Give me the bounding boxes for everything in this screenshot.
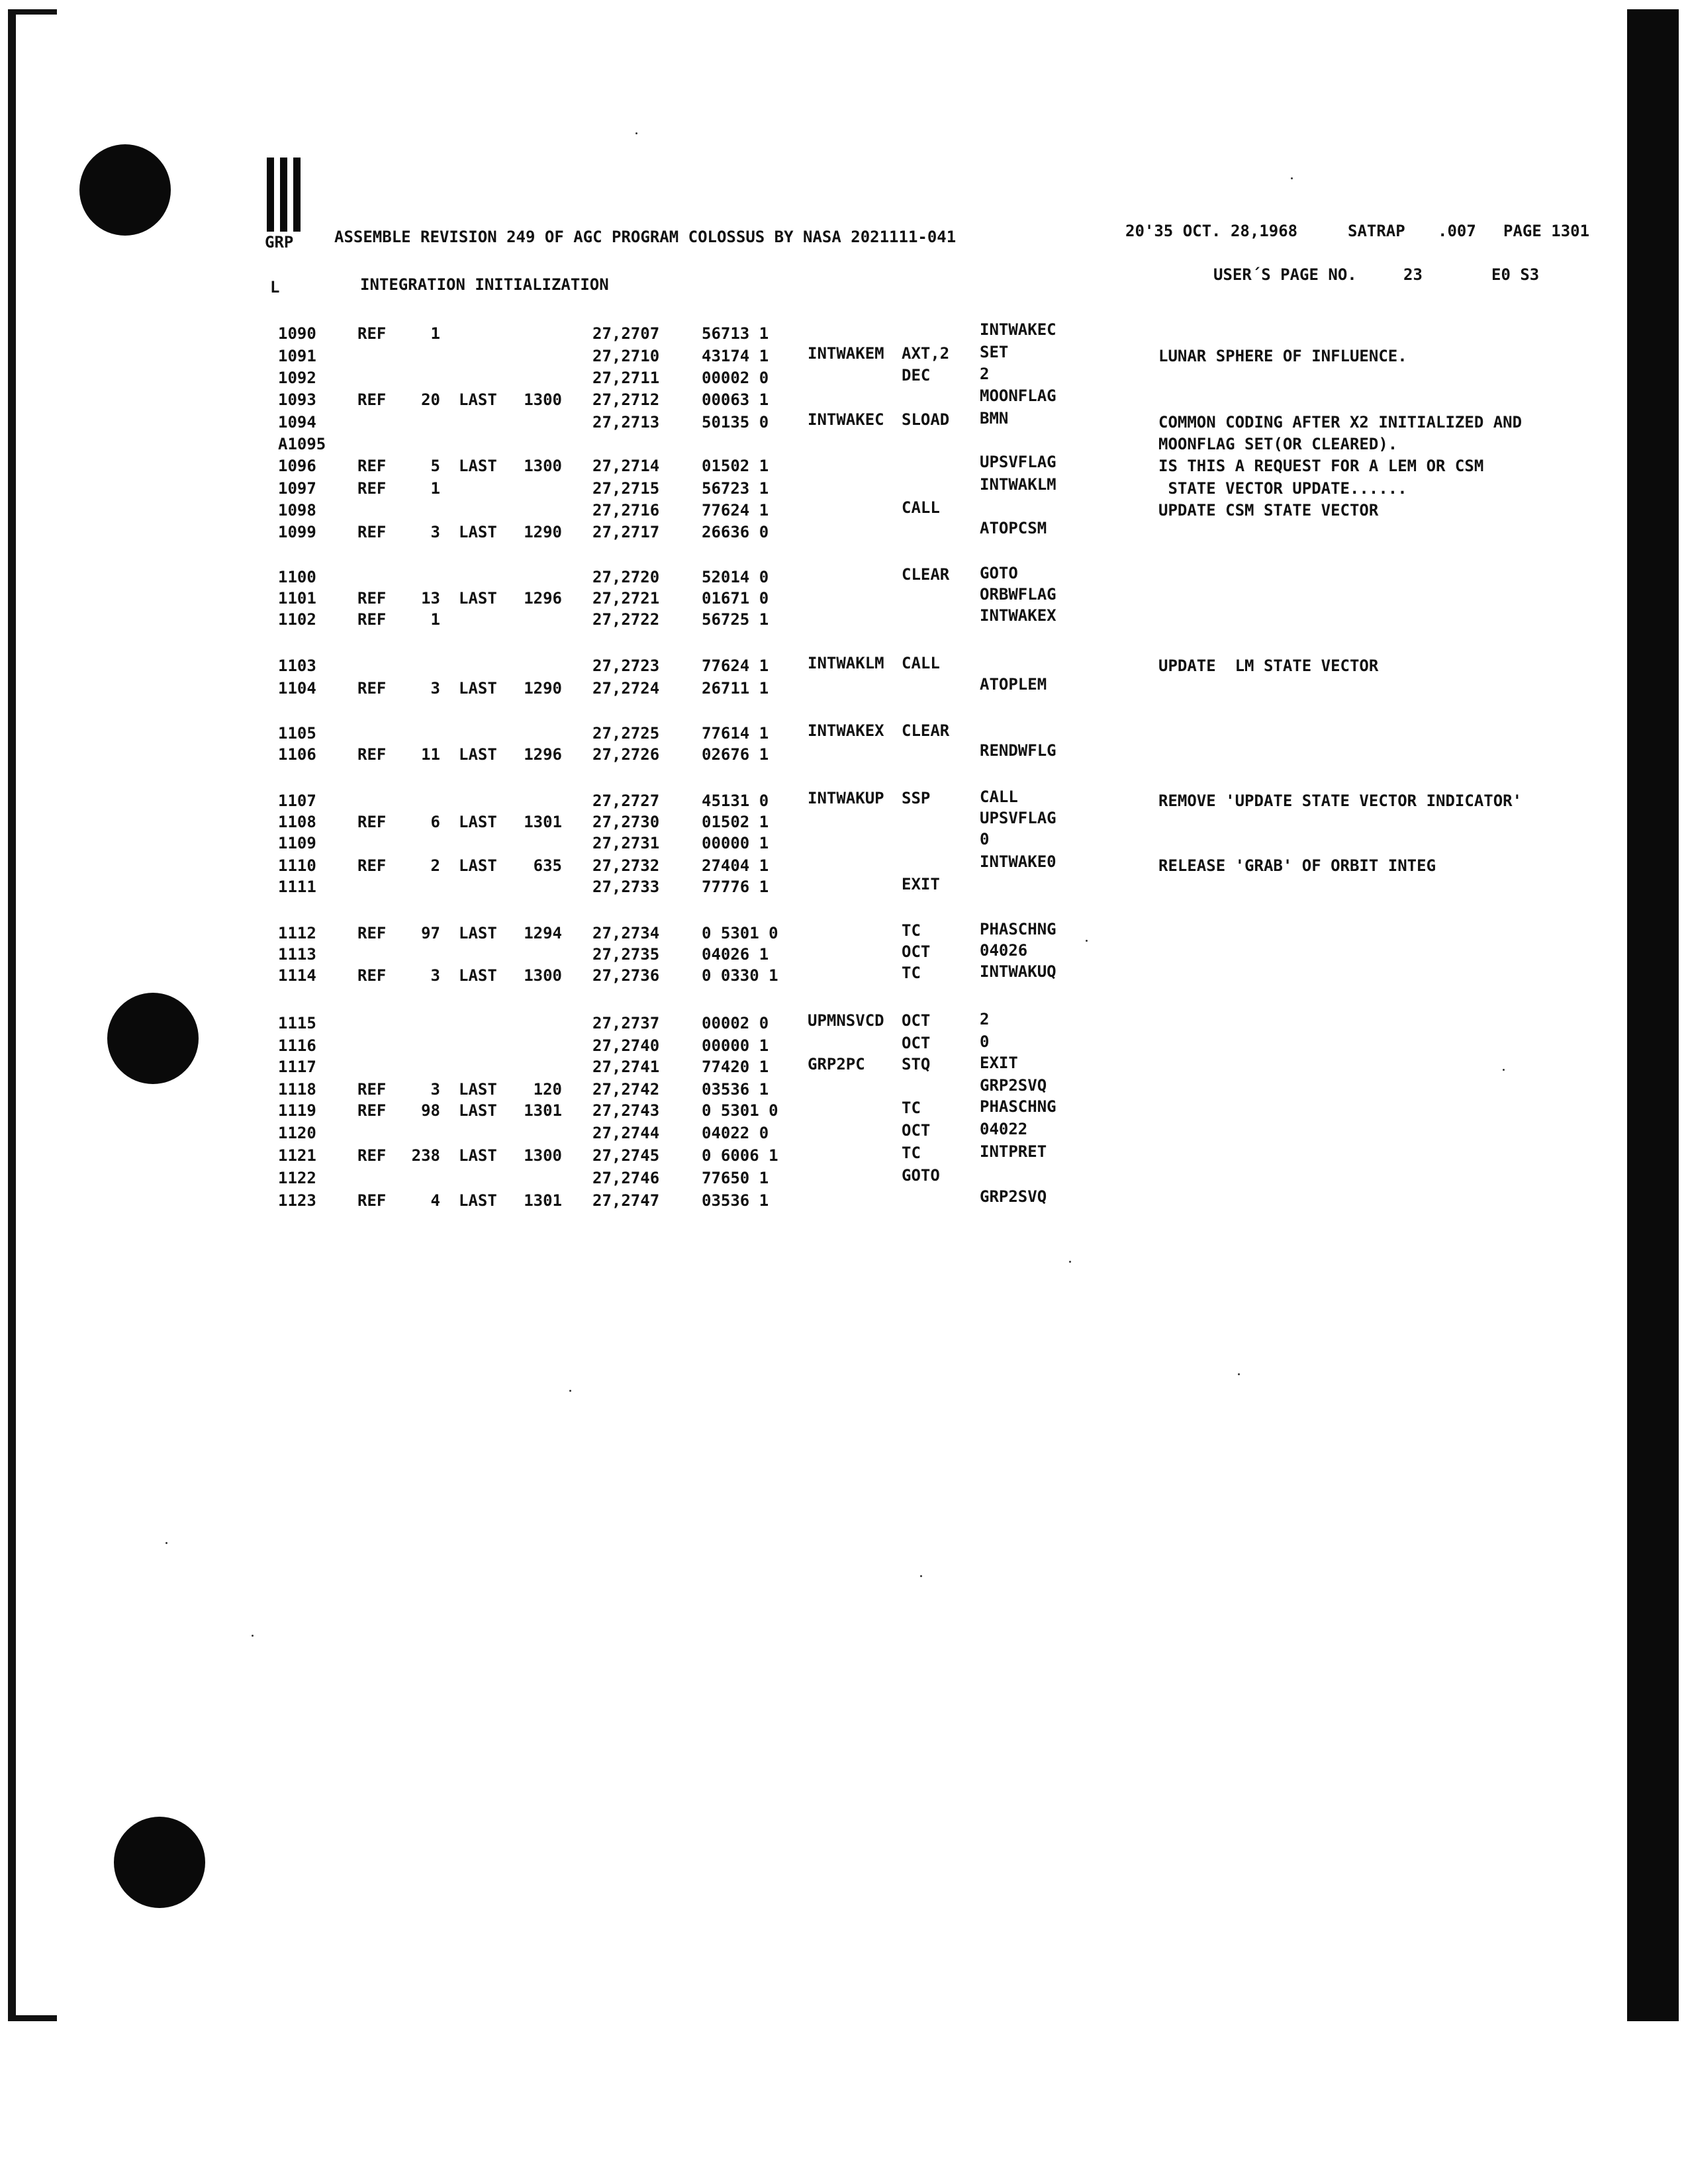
listing-operand-1109: 0 <box>980 830 990 848</box>
listing-word-1119: 0 5301 0 <box>702 1101 778 1120</box>
header-page: PAGE 1301 <box>1503 222 1590 240</box>
listing-last-1121: LAST <box>459 1146 497 1165</box>
listing-ref-1119: REF <box>357 1101 387 1120</box>
listing-line-1107: 1107 <box>278 792 316 810</box>
listing-line-1105: 1105 <box>278 724 316 743</box>
listing-lastnum-1112: 1294 <box>524 924 562 942</box>
listing-op-1092: DEC <box>902 366 931 385</box>
listing-operand-1120: 04022 <box>980 1120 1028 1138</box>
listing-op-1120: OCT <box>902 1121 931 1140</box>
listing-comment-1107: REMOVE 'UPDATE STATE VECTOR INDICATOR' <box>1158 792 1523 810</box>
listing-operand-1107: CALL <box>980 788 1018 806</box>
listing-operand-1108: UPSVFLAG <box>980 809 1056 827</box>
listing-addr-1116: 27,2740 <box>592 1036 660 1055</box>
header-title: ASSEMBLE REVISION 249 OF AGC PROGRAM COLOSSUS BY NASA 2021111-041 <box>334 228 957 246</box>
listing-refnum-1090: 1 <box>430 324 440 343</box>
listing-comment-1110: RELEASE 'GRAB' OF ORBIT INTEG <box>1158 856 1436 875</box>
listing-refnum-1097: 1 <box>430 479 440 498</box>
listing-operand-1092: 2 <box>980 365 990 383</box>
listing-word-1098: 77624 1 <box>702 501 769 520</box>
listing-line-1101: 1101 <box>278 589 316 608</box>
listing-word-1099: 26636 0 <box>702 523 769 541</box>
listing-refnum-1099: 3 <box>430 523 440 541</box>
listing-op-1100: CLEAR <box>902 565 950 584</box>
listing-refnum-1110: 2 <box>430 856 440 875</box>
listing-word-1100: 52014 0 <box>702 568 769 586</box>
listing-line-1103: 1103 <box>278 657 316 675</box>
listing-refnum-1118: 3 <box>430 1080 440 1099</box>
listing-addr-1115: 27,2737 <box>592 1014 660 1032</box>
listing-op-1091: AXT,2 <box>902 344 950 363</box>
listing-line-1118: 1118 <box>278 1080 316 1099</box>
header-satrap: SATRAP <box>1348 222 1405 240</box>
listing-addr-1092: 27,2711 <box>592 369 660 387</box>
listing-lastnum-1101: 1296 <box>524 589 562 608</box>
listing-word-1096: 01502 1 <box>702 457 769 475</box>
listing-line-1093: 1093 <box>278 390 316 409</box>
listing-word-1092: 00002 0 <box>702 369 769 387</box>
listing-addr-1112: 27,2734 <box>592 924 660 942</box>
listing-operand-1099: ATOPCSM <box>980 519 1047 537</box>
listing-op-1113: OCT <box>902 942 931 961</box>
listing-word-1101: 01671 0 <box>702 589 769 608</box>
listing-line-1112: 1112 <box>278 924 316 942</box>
listing-label-1105: INTWAKEX <box>808 721 884 740</box>
listing-line-1098: 1098 <box>278 501 316 520</box>
listing-line-1120: 1120 <box>278 1124 316 1142</box>
listing-addr-1102: 27,2722 <box>592 610 660 629</box>
listing-op-1107: SSP <box>902 789 931 807</box>
listing-ref-1102: REF <box>357 610 387 629</box>
listing-operand-1117: EXIT <box>980 1054 1018 1072</box>
listing-lastnum-1099: 1290 <box>524 523 562 541</box>
listing-line-1092: 1092 <box>278 369 316 387</box>
header-version: .007 <box>1438 222 1476 240</box>
listing-line-1122: 1122 <box>278 1169 316 1187</box>
listing-operand-1093: MOONFLAG <box>980 387 1056 405</box>
listing-operand-1097: INTWAKLM <box>980 475 1056 494</box>
listing-op-1122: GOTO <box>902 1166 940 1185</box>
listing-word-1107: 45131 0 <box>702 792 769 810</box>
listing-word-1103: 77624 1 <box>702 657 769 675</box>
listing-last-1096: LAST <box>459 457 497 475</box>
listing-addr-1114: 27,2736 <box>592 966 660 985</box>
listing-refnum-1114: 3 <box>430 966 440 985</box>
listing-word-1116: 00000 1 <box>702 1036 769 1055</box>
listing-refnum-1093: 20 <box>421 390 440 409</box>
listing-last-1123: LAST <box>459 1191 497 1210</box>
listing-label-1103: INTWAKLM <box>808 654 884 672</box>
listing-ref-1101: REF <box>357 589 387 608</box>
listing-lastnum-1110: 635 <box>533 856 562 875</box>
listing-label-1107: INTWAKUP <box>808 789 884 807</box>
listing-comment-A1095: MOONFLAG SET(OR CLEARED). <box>1158 435 1398 453</box>
listing-operand-1091: SET <box>980 343 1009 361</box>
listing-addr-1090: 27,2707 <box>592 324 660 343</box>
listing-addr-1093: 27,2712 <box>592 390 660 409</box>
listing-word-1102: 56725 1 <box>702 610 769 629</box>
listing-comment-1098: UPDATE CSM STATE VECTOR <box>1158 501 1379 520</box>
listing-word-1115: 00002 0 <box>702 1014 769 1032</box>
listing-ref-1114: REF <box>357 966 387 985</box>
listing-ref-1118: REF <box>357 1080 387 1099</box>
listing-line-1109: 1109 <box>278 834 316 852</box>
listing-ref-1096: REF <box>357 457 387 475</box>
listing-addr-1121: 27,2745 <box>592 1146 660 1165</box>
listing-last-1119: LAST <box>459 1101 497 1120</box>
listing-addr-1096: 27,2714 <box>592 457 660 475</box>
listing-operand-1104: ATOPLEM <box>980 675 1047 694</box>
listing-ref-1104: REF <box>357 679 387 698</box>
listing-op-1112: TC <box>902 921 921 940</box>
listing-operand-1119: PHASCHNG <box>980 1097 1056 1116</box>
listing-word-1090: 56713 1 <box>702 324 769 343</box>
listing-label-1115: UPMNSVCD <box>808 1011 884 1030</box>
listing-refnum-1108: 6 <box>430 813 440 831</box>
listing-line-A1095: A1095 <box>278 435 326 453</box>
listing-op-1111: EXIT <box>902 875 940 893</box>
listing-word-1120: 04022 0 <box>702 1124 769 1142</box>
listing-operand-1123: GRP2SVQ <box>980 1187 1047 1206</box>
listing-line-1106: 1106 <box>278 745 316 764</box>
listing-line-1113: 1113 <box>278 945 316 964</box>
listing-lastnum-1114: 1300 <box>524 966 562 985</box>
listing-addr-1103: 27,2723 <box>592 657 660 675</box>
listing-word-1122: 77650 1 <box>702 1169 769 1187</box>
listing-line-1114: 1114 <box>278 966 316 985</box>
listing-line-1096: 1096 <box>278 457 316 475</box>
listing-comment-1097: STATE VECTOR UPDATE...... <box>1158 479 1407 498</box>
listing-operand-1100: GOTO <box>980 564 1018 582</box>
listing-addr-1104: 27,2724 <box>592 679 660 698</box>
listing-addr-1106: 27,2726 <box>592 745 660 764</box>
header-timestamp: 20'35 OCT. 28,1968 <box>1125 222 1298 240</box>
listing-lastnum-1093: 1300 <box>524 390 562 409</box>
listing-line-1099: 1099 <box>278 523 316 541</box>
header-user-page-number: 23 <box>1403 265 1423 284</box>
listing-operand-1116: 0 <box>980 1032 990 1051</box>
listing-lastnum-1104: 1290 <box>524 679 562 698</box>
listing-line-1097: 1097 <box>278 479 316 498</box>
listing-line-1102: 1102 <box>278 610 316 629</box>
section-marker: L <box>270 278 280 296</box>
listing-operand-1121: INTPRET <box>980 1142 1047 1161</box>
listing-operand-1118: GRP2SVQ <box>980 1076 1047 1095</box>
listing-line-1117: 1117 <box>278 1058 316 1076</box>
listing-addr-1120: 27,2744 <box>592 1124 660 1142</box>
listing-ref-1090: REF <box>357 324 387 343</box>
listing-last-1101: LAST <box>459 589 497 608</box>
listing-operand-1102: INTWAKEX <box>980 606 1056 625</box>
listing-op-1116: OCT <box>902 1034 931 1052</box>
listing-op-1114: TC <box>902 964 921 982</box>
listing-refnum-1112: 97 <box>421 924 440 942</box>
listing-ref-1123: REF <box>357 1191 387 1210</box>
listing-op-1115: OCT <box>902 1011 931 1030</box>
listing-last-1110: LAST <box>459 856 497 875</box>
listing-refnum-1121: 238 <box>411 1146 440 1165</box>
listing-operand-1094: BMN <box>980 409 1009 428</box>
listing-addr-1097: 27,2715 <box>592 479 660 498</box>
listing-word-1097: 56723 1 <box>702 479 769 498</box>
listing-addr-1119: 27,2743 <box>592 1101 660 1120</box>
listing-line-1104: 1104 <box>278 679 316 698</box>
listing-last-1114: LAST <box>459 966 497 985</box>
listing-word-1093: 00063 1 <box>702 390 769 409</box>
listing-addr-1108: 27,2730 <box>592 813 660 831</box>
listing-word-1110: 27404 1 <box>702 856 769 875</box>
listing-lastnum-1123: 1301 <box>524 1191 562 1210</box>
listing-word-1109: 00000 1 <box>702 834 769 852</box>
listing-line-1119: 1119 <box>278 1101 316 1120</box>
listing-line-1108: 1108 <box>278 813 316 831</box>
listing-operand-1115: 2 <box>980 1010 990 1028</box>
listing-op-1119: TC <box>902 1099 921 1117</box>
listing-refnum-1102: 1 <box>430 610 440 629</box>
listing-operand-1096: UPSVFLAG <box>980 453 1056 471</box>
listing-addr-1109: 27,2731 <box>592 834 660 852</box>
listing-lastnum-1118: 120 <box>533 1080 562 1099</box>
listing-addr-1094: 27,2713 <box>592 413 660 432</box>
listing-operand-1110: INTWAKE0 <box>980 852 1056 871</box>
listing-word-1108: 01502 1 <box>702 813 769 831</box>
listing-ref-1108: REF <box>357 813 387 831</box>
listing-ref-1099: REF <box>357 523 387 541</box>
listing-line-1115: 1115 <box>278 1014 316 1032</box>
listing-last-1104: LAST <box>459 679 497 698</box>
listing-addr-1100: 27,2720 <box>592 568 660 586</box>
listing-word-1111: 77776 1 <box>702 878 769 896</box>
listing-word-1114: 0 0330 1 <box>702 966 778 985</box>
listing-last-1099: LAST <box>459 523 497 541</box>
listing-last-1093: LAST <box>459 390 497 409</box>
listing-word-1113: 04026 1 <box>702 945 769 964</box>
listing-op-1105: CLEAR <box>902 721 950 740</box>
listing-operand-1112: PHASCHNG <box>980 920 1056 938</box>
listing-lastnum-1119: 1301 <box>524 1101 562 1120</box>
listing-ref-1093: REF <box>357 390 387 409</box>
listing-op-1117: STQ <box>902 1055 931 1073</box>
listing-line-1110: 1110 <box>278 856 316 875</box>
listing-line-1094: 1094 <box>278 413 316 432</box>
listing-lastnum-1121: 1300 <box>524 1146 562 1165</box>
listing-addr-1118: 27,2742 <box>592 1080 660 1099</box>
listing-addr-1113: 27,2735 <box>592 945 660 964</box>
listing-op-1098: CALL <box>902 498 940 517</box>
listing-word-1091: 43174 1 <box>702 347 769 365</box>
listing-operand-1113: 04026 <box>980 941 1028 960</box>
listing-word-1123: 03536 1 <box>702 1191 769 1210</box>
listing-addr-1123: 27,2747 <box>592 1191 660 1210</box>
listing-comment-1091: LUNAR SPHERE OF INFLUENCE. <box>1158 347 1407 365</box>
listing-refnum-1119: 98 <box>421 1101 440 1120</box>
listing-ref-1112: REF <box>357 924 387 942</box>
listing-refnum-1101: 13 <box>421 589 440 608</box>
listing-last-1112: LAST <box>459 924 497 942</box>
listing-operand-1114: INTWAKUQ <box>980 962 1056 981</box>
listing-addr-1091: 27,2710 <box>592 347 660 365</box>
section-title: INTEGRATION INITIALIZATION <box>360 275 609 294</box>
listing-word-1121: 0 6006 1 <box>702 1146 778 1165</box>
listing-addr-1110: 27,2732 <box>592 856 660 875</box>
listing-word-1112: 0 5301 0 <box>702 924 778 942</box>
listing-word-1104: 26711 1 <box>702 679 769 698</box>
listing-label-1094: INTWAKEC <box>808 410 884 429</box>
listing-operand-1090: INTWAKEC <box>980 320 1056 339</box>
listing-word-1105: 77614 1 <box>702 724 769 743</box>
listing-ref-1097: REF <box>357 479 387 498</box>
listing-addr-1111: 27,2733 <box>592 878 660 896</box>
listing-last-1106: LAST <box>459 745 497 764</box>
listing-addr-1098: 27,2716 <box>592 501 660 520</box>
listing-line-1100: 1100 <box>278 568 316 586</box>
listing-op-1121: TC <box>902 1144 921 1162</box>
listing-word-1094: 50135 0 <box>702 413 769 432</box>
listing-line-1090: 1090 <box>278 324 316 343</box>
listing-operand-1101: ORBWFLAG <box>980 585 1056 604</box>
listing-comment-1103: UPDATE LM STATE VECTOR <box>1158 657 1379 675</box>
listing-line-1116: 1116 <box>278 1036 316 1055</box>
header-eo: E0 S3 <box>1491 265 1540 284</box>
listing-lastnum-1106: 1296 <box>524 745 562 764</box>
listing-ref-1110: REF <box>357 856 387 875</box>
listing-comment-1096: IS THIS A REQUEST FOR A LEM OR CSM <box>1158 457 1484 475</box>
listing-op-1103: CALL <box>902 654 940 672</box>
header-user-page-label: USER´S PAGE NO. <box>1213 265 1357 284</box>
listing-line-1111: 1111 <box>278 878 316 896</box>
listing-refnum-1104: 3 <box>430 679 440 698</box>
listing-addr-1117: 27,2741 <box>592 1058 660 1076</box>
listing-word-1118: 03536 1 <box>702 1080 769 1099</box>
listing-addr-1101: 27,2721 <box>592 589 660 608</box>
listing-refnum-1123: 4 <box>430 1191 440 1210</box>
listing-refnum-1096: 5 <box>430 457 440 475</box>
listing-line-1091: 1091 <box>278 347 316 365</box>
listing-lastnum-1108: 1301 <box>524 813 562 831</box>
listing-comment-1094: COMMON CODING AFTER X2 INITIALIZED AND <box>1158 413 1523 432</box>
listing-ref-1121: REF <box>357 1146 387 1165</box>
listing-lastnum-1096: 1300 <box>524 457 562 475</box>
listing-line-1121: 1121 <box>278 1146 316 1165</box>
listing-addr-1105: 27,2725 <box>592 724 660 743</box>
listing-addr-1107: 27,2727 <box>592 792 660 810</box>
listing-addr-1122: 27,2746 <box>592 1169 660 1187</box>
grp-label: GRP <box>265 233 294 251</box>
listing-op-1094: SLOAD <box>902 410 950 429</box>
listing-label-1091: INTWAKEM <box>808 344 884 363</box>
listing-ref-1106: REF <box>357 745 387 764</box>
listing-label-1117: GRP2PC <box>808 1055 865 1073</box>
listing-refnum-1106: 11 <box>421 745 440 764</box>
listing-addr-1099: 27,2717 <box>592 523 660 541</box>
listing-word-1117: 77420 1 <box>702 1058 769 1076</box>
listing-line-1123: 1123 <box>278 1191 316 1210</box>
listing-last-1108: LAST <box>459 813 497 831</box>
listing-word-1106: 02676 1 <box>702 745 769 764</box>
listing-last-1118: LAST <box>459 1080 497 1099</box>
listing-operand-1106: RENDWFLG <box>980 741 1056 760</box>
